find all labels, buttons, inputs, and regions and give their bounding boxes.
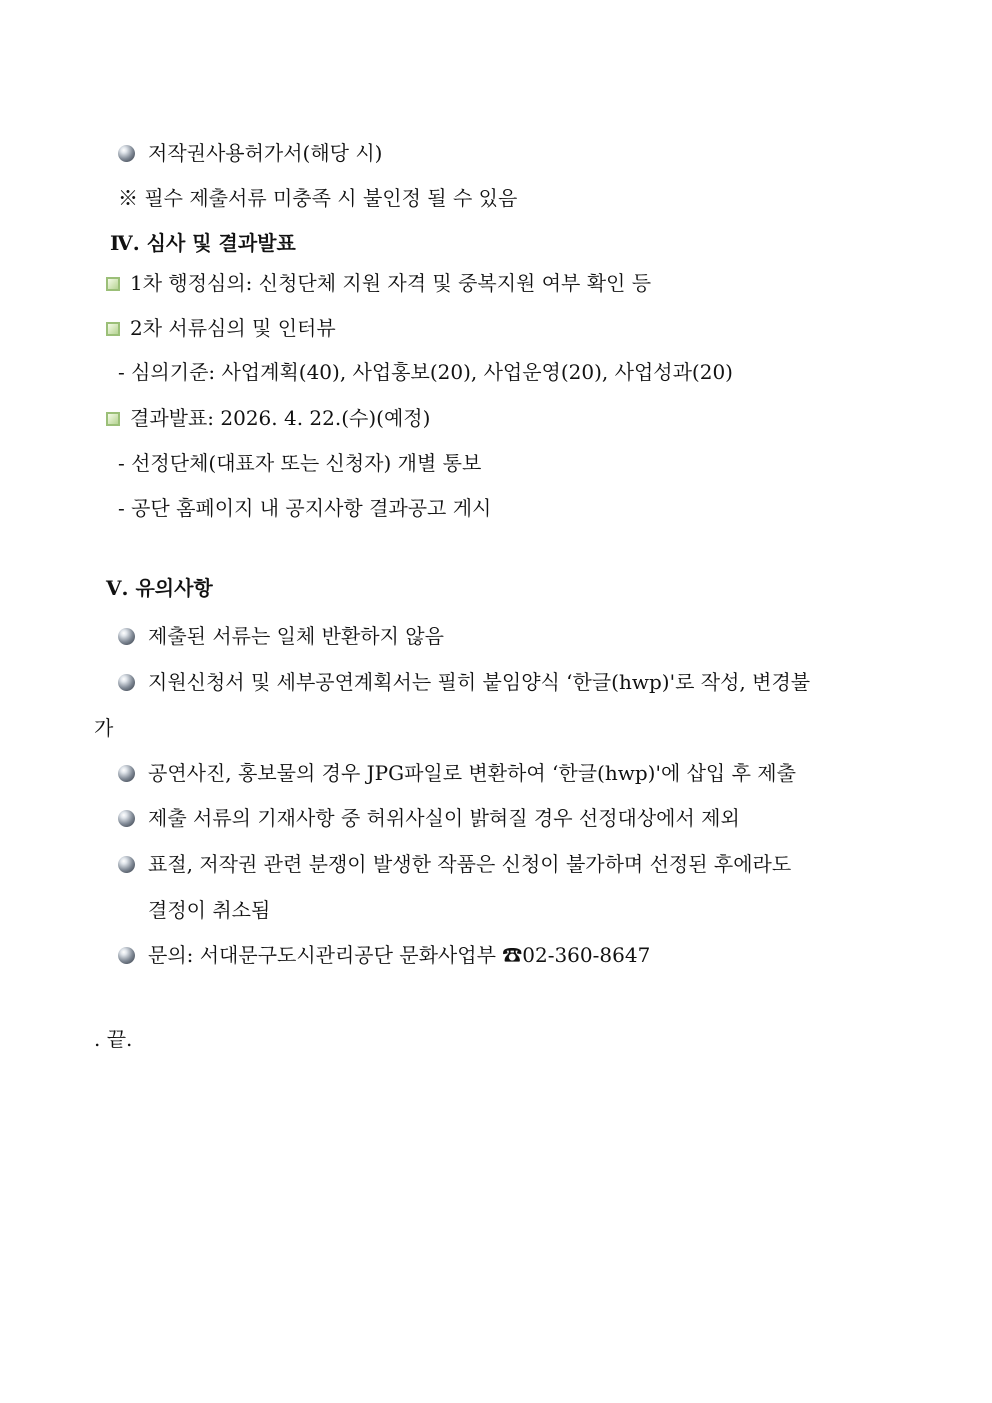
note-text: ※ 필수 제출서류 미충족 시 불인정 될 수 있음 <box>118 186 518 210</box>
item-text: 제출 서류의 기재사항 중 허위사실이 밝혀질 경우 선정대상에서 제외 <box>148 806 740 830</box>
item-text: 표절, 저작권 관련 분쟁이 발생한 작품은 신청이 불가하며 선정된 후에라도 <box>148 852 792 876</box>
item-text: 저작권사용허가서(해당 시) <box>148 141 383 165</box>
sphere-bullet-icon <box>118 947 135 964</box>
list-item <box>118 139 382 167</box>
sphere-bullet-icon <box>118 674 135 691</box>
list-item <box>106 314 336 342</box>
list-item <box>106 269 651 297</box>
square-bullet-icon <box>106 412 120 426</box>
item-text: 1차 행정심의: 신청단체 지원 자격 및 중복지원 여부 확인 등 <box>130 271 652 295</box>
sphere-bullet-icon <box>118 810 135 827</box>
list-item <box>118 622 444 650</box>
list-item <box>106 404 430 432</box>
square-bullet-icon <box>106 322 120 336</box>
sub-item: - 공단 홈페이지 내 공지사항 결과공고 게시 <box>118 496 492 520</box>
item-text: 공연사진, 홍보물의 경우 JPG파일로 변환하여 ‘한글(hwp)'에 삽입 후 제출 <box>148 761 796 785</box>
sphere-bullet-icon <box>118 145 135 162</box>
square-bullet-icon <box>106 277 120 291</box>
wrapped-text: 결정이 취소됨 <box>148 898 271 922</box>
item-text: 결과발표: 2026. 4. 22.(수)(예정) <box>130 406 431 430</box>
item-text: 제출된 서류는 일체 반환하지 않음 <box>148 624 444 648</box>
item-text: 지원신청서 및 세부공연계획서는 필히 붙임양식 ‘한글(hwp)'로 작성, 변경불 <box>148 670 811 694</box>
section-5-heading: Ⅴ. 유의사항 <box>106 576 213 600</box>
list-item <box>118 804 740 832</box>
item-text: 2차 서류심의 및 인터뷰 <box>130 316 336 340</box>
sphere-bullet-icon <box>118 856 135 873</box>
wrapped-text: 가 <box>94 716 114 740</box>
sphere-bullet-icon <box>118 628 135 645</box>
sub-item: - 선정단체(대표자 또는 신청자) 개별 통보 <box>118 451 482 475</box>
contact-text: 문의: 서대문구도시관리공단 문화사업부 ☎02-360-8647 <box>148 943 651 967</box>
list-item <box>118 759 796 787</box>
list-item <box>118 850 791 878</box>
sub-item: - 심의기준: 사업계획(40), 사업홍보(20), 사업운영(20), 사업성과(20) <box>118 360 733 384</box>
section-4-heading: Ⅳ. 심사 및 결과발표 <box>110 231 296 255</box>
end-mark: . 끝. <box>94 1027 133 1051</box>
list-item <box>118 941 650 969</box>
sphere-bullet-icon <box>118 765 135 782</box>
list-item <box>118 668 810 696</box>
